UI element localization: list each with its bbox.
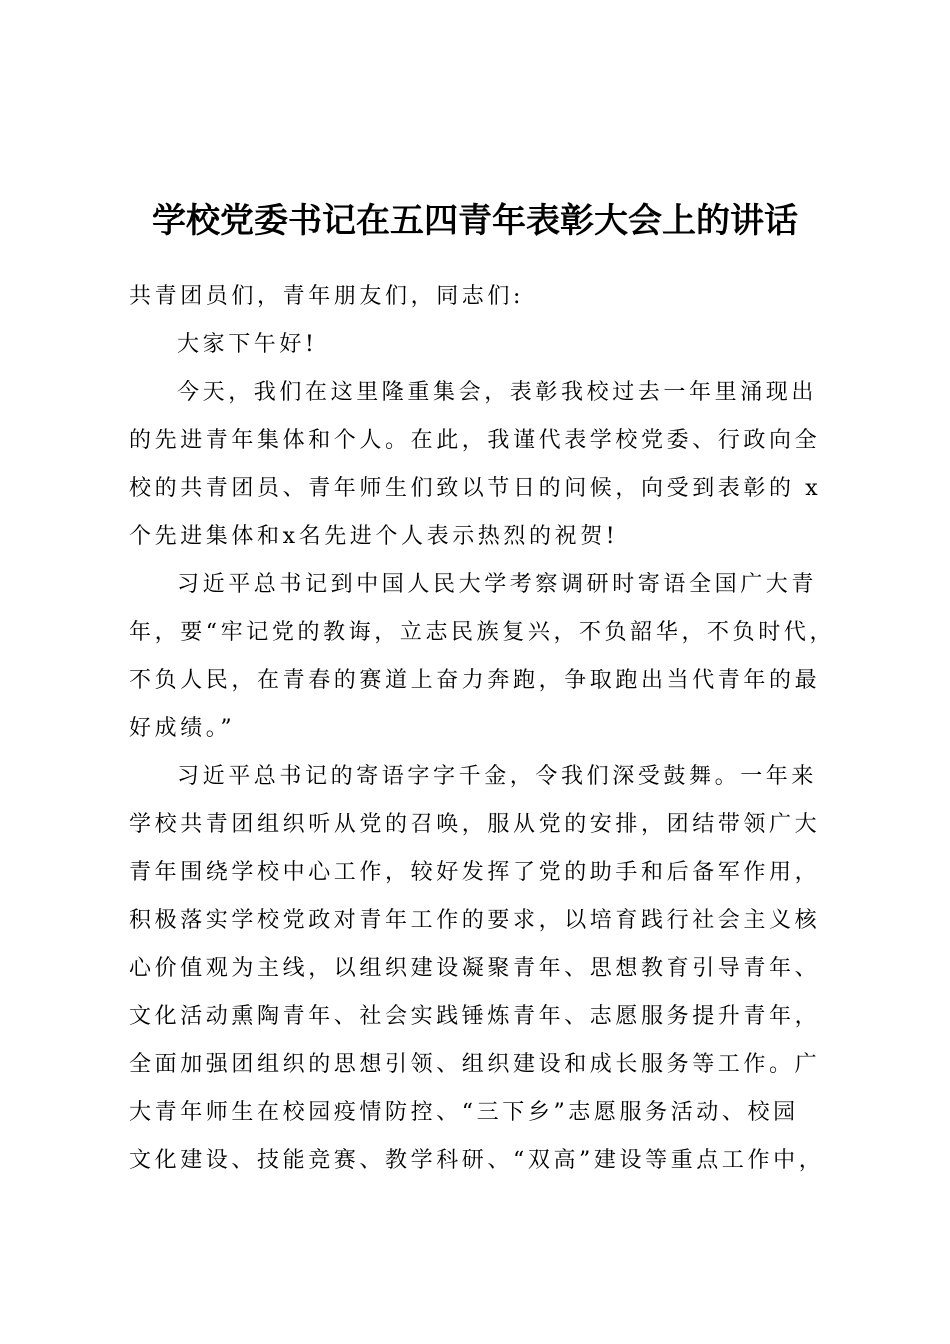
paragraph-line: 今天，我们在这里隆重集会，表彰我校过去一年里涌现出	[177, 380, 818, 405]
paragraph-line: 文化建设、技能竞赛、教学科研、“双高”建设等重点工作中，	[129, 1148, 825, 1173]
paragraph-line: 习近平总书记到中国人民大学考察调研时寄语全国广大青	[177, 572, 818, 597]
salutation: 共青团员们，青年朋友们，同志们:	[129, 284, 525, 309]
paragraph-line: 学校共青团组织听从党的召唤，服从党的安排，团结带领广大	[129, 812, 821, 837]
paragraph-line: 文化活动熏陶青年、社会实践锤炼青年、志愿服务提升青年，	[129, 1004, 821, 1029]
document-title: 学校党委书记在五四青年表彰大会上的讲话	[152, 201, 798, 241]
paragraph-line: 个先进集体和x名先进个人表示热烈的祝贺!	[129, 524, 619, 549]
paragraph-line: 年，要“牢记党的教诲，立志民族复兴，不负韶华，不负时代，	[129, 620, 836, 645]
greeting: 大家下午好!	[177, 332, 318, 357]
paragraph-line: 心价值观为主线，以组织建设凝聚青年、思想教育引导青年、	[129, 956, 821, 981]
paragraph-line: 的先进青年集体和个人。在此，我谨代表学校党委、行政向全	[129, 428, 821, 453]
paragraph-line: 不负人民，在青春的赛道上奋力奔跑，争取跑出当代青年的最	[129, 668, 821, 693]
paragraph-line: 大青年师生在校园疫情防控、“三下乡”志愿服务活动、校园	[129, 1100, 799, 1125]
paragraph-line: 积极落实学校党政对青年工作的要求，以培育践行社会主义核	[129, 908, 821, 933]
paragraph-line: 好成绩。”	[129, 716, 236, 741]
paragraph-line: 习近平总书记的寄语字字千金，令我们深受鼓舞。一年来	[177, 764, 818, 789]
paragraph-line: 校的共青团员、青年师生们致以节日的问候，向受到表彰的 x	[129, 476, 822, 501]
paragraph-line: 全面加强团组织的思想引领、组织建设和成长服务等工作。广	[129, 1052, 821, 1077]
paragraph-line: 青年围绕学校中心工作，较好发挥了党的助手和后备军作用，	[129, 860, 821, 885]
